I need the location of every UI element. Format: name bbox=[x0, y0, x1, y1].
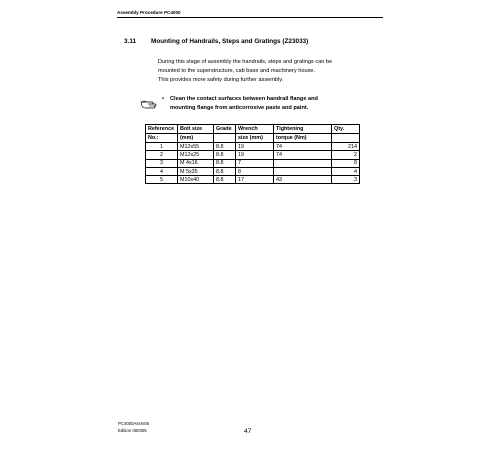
cell-grade: 8.8 bbox=[214, 159, 236, 167]
table-header-row bbox=[146, 125, 360, 134]
cell-torque: 74 bbox=[274, 151, 332, 159]
cell-wrench: 7 bbox=[236, 159, 274, 167]
cell-grade: 8.8 bbox=[214, 167, 236, 175]
cell-grade: 8.8 bbox=[214, 143, 236, 151]
cell-bolt-size: M 4x16 bbox=[178, 159, 214, 167]
table-row bbox=[146, 167, 360, 175]
header-grade-sub bbox=[214, 134, 236, 143]
header-grade: Grade bbox=[214, 125, 236, 134]
cell-grade: 8.8 bbox=[214, 176, 236, 184]
cell-wrench: 8 bbox=[236, 167, 274, 175]
footer-doc-info bbox=[118, 420, 149, 434]
table-row bbox=[146, 143, 360, 151]
cell-bolt-size: M12x55 bbox=[178, 143, 214, 151]
section-heading bbox=[124, 38, 308, 45]
cell-qty: 4 bbox=[332, 167, 360, 175]
table-row bbox=[146, 151, 360, 159]
cell-qty: 214 bbox=[332, 143, 360, 151]
cell-grade: 8.8 bbox=[214, 151, 236, 159]
cell-bolt-size: M12x25 bbox=[178, 151, 214, 159]
page-number: 47 bbox=[244, 428, 252, 435]
cell-reference: 3 bbox=[146, 159, 178, 167]
note-line: mounting flange from anticorrosive paste and paint. bbox=[170, 105, 309, 111]
cell-torque bbox=[274, 159, 332, 167]
footer-doc-code: PC4000Assm05 bbox=[118, 421, 150, 426]
running-title: Assembly Procedure PC4000 bbox=[117, 10, 181, 15]
cell-bolt-size: M 5x35 bbox=[178, 167, 214, 175]
cell-qty: 3 bbox=[332, 176, 360, 184]
intro-paragraph bbox=[158, 58, 383, 85]
header-wrench: Wrench bbox=[236, 125, 274, 134]
cell-reference: 5 bbox=[146, 176, 178, 184]
intro-line: mounted to the superstructure, cab base and machinery house. bbox=[158, 68, 316, 74]
intro-line: This provides more safety during further assembly. bbox=[158, 77, 284, 83]
cell-torque: 74 bbox=[274, 143, 332, 151]
bullet-dot: • bbox=[162, 96, 164, 102]
table-row bbox=[146, 159, 360, 167]
header-wrench-sub: size (mm) bbox=[236, 134, 274, 143]
cell-reference: 4 bbox=[146, 167, 178, 175]
cell-reference: 2 bbox=[146, 151, 178, 159]
header-reference: Reference bbox=[146, 125, 178, 134]
note-bullet bbox=[162, 95, 385, 113]
pointing-hand-icon bbox=[140, 96, 160, 106]
cell-wrench: 19 bbox=[236, 143, 274, 151]
cell-qty: 8 bbox=[332, 159, 360, 167]
bolt-spec-table bbox=[145, 124, 360, 184]
header-tightening: Tightening bbox=[274, 125, 332, 134]
header-reference-sub: No.: bbox=[146, 134, 178, 143]
table-header-row-2 bbox=[146, 134, 360, 143]
cell-bolt-size: M10x40 bbox=[178, 176, 214, 184]
note-line: Clean the contact surfaces between handrail flange and bbox=[170, 96, 318, 102]
header-bolt-size-sub: (mm) bbox=[178, 134, 214, 143]
header-tightening-sub: torque (Nm) bbox=[274, 134, 332, 143]
cell-qty: 2 bbox=[332, 151, 360, 159]
intro-line: During this stage of assembly the handrails, steps and gratings can be bbox=[158, 59, 333, 65]
footer-edition: Edition 080305 bbox=[118, 428, 147, 433]
cell-reference: 1 bbox=[146, 143, 178, 151]
section-title: Mounting of Handrails, Steps and Gratings (Z23033) bbox=[151, 38, 309, 45]
section-number: 3.11 bbox=[124, 38, 137, 45]
cell-wrench: 19 bbox=[236, 151, 274, 159]
header-qty-sub bbox=[332, 134, 360, 143]
header-bolt-size: Bolt size bbox=[178, 125, 214, 134]
table-row bbox=[146, 176, 360, 184]
header-qty: Qty. bbox=[332, 125, 360, 134]
cell-wrench: 17 bbox=[236, 176, 274, 184]
cell-torque: 43 bbox=[274, 176, 332, 184]
cell-torque bbox=[274, 167, 332, 175]
running-header bbox=[117, 10, 383, 18]
